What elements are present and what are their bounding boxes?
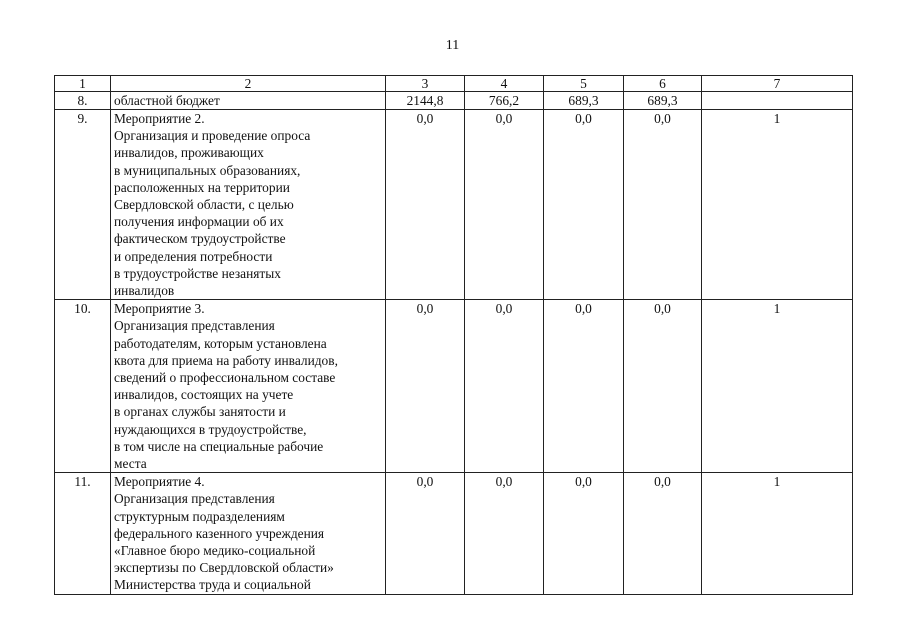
row-number: 8. — [55, 92, 111, 110]
description-line: федерального казенного учреждения — [114, 525, 325, 541]
row-number: 9. — [55, 110, 111, 300]
description-line: инвалидов — [114, 283, 175, 299]
value-col7: 1 — [702, 110, 853, 300]
table-row — [55, 300, 853, 473]
description-line: Свердловской области, с целью — [114, 197, 294, 213]
description-line: структурным подразделениям — [114, 508, 285, 524]
value-col5: 689,3 — [544, 92, 624, 110]
value-col3: 2144,8 — [386, 92, 465, 110]
page-number: 11 — [445, 38, 460, 53]
value-col7: 1 — [702, 473, 853, 594]
value-col6: 0,0 — [624, 473, 702, 594]
description-line: Министерства труда и социальной — [114, 577, 311, 593]
description-line: инвалидов, проживающих — [114, 145, 264, 161]
description-line: Организация представления — [114, 491, 275, 507]
column-number: 3 — [386, 76, 465, 92]
column-number: 4 — [465, 76, 544, 92]
value-col3: 0,0 — [386, 473, 465, 594]
row-description — [111, 300, 386, 473]
description-line: расположенных на территории — [114, 179, 290, 195]
description-line: в муниципальных образованиях, — [114, 162, 301, 178]
description-line: в том числе на специальные рабочие — [114, 438, 324, 454]
value-col6: 689,3 — [624, 92, 702, 110]
description-line: областной бюджет — [114, 93, 220, 108]
description-line: «Главное бюро медико-социальной — [114, 543, 316, 559]
value-col4: 766,2 — [465, 92, 544, 110]
description-line: фактическом трудоустройстве — [114, 231, 286, 247]
column-number: 2 — [111, 76, 386, 92]
description-line: Мероприятие 2. — [114, 111, 205, 126]
description-line: работодателям, которым установлена — [114, 335, 327, 351]
description-line: Мероприятие 4. — [114, 474, 205, 490]
description-line: квота для приема на работу инвалидов, — [114, 352, 338, 368]
column-number: 5 — [544, 76, 624, 92]
description-line: Организация и проведение опроса — [114, 128, 311, 144]
table-row — [55, 92, 853, 110]
description-line: Организация представления — [114, 318, 275, 334]
description-line: в трудоустройстве незанятых — [114, 265, 281, 281]
program-table — [54, 75, 853, 595]
row-description — [111, 110, 386, 300]
value-col3: 0,0 — [386, 300, 465, 473]
value-col6: 0,0 — [624, 110, 702, 300]
column-number: 1 — [55, 76, 111, 92]
value-col5: 0,0 — [544, 110, 624, 300]
description-line: инвалидов, состоящих на учете — [114, 387, 294, 403]
value-col5: 0,0 — [544, 300, 624, 473]
row-number: 11. — [55, 473, 111, 594]
table-row — [55, 473, 853, 594]
value-col4: 0,0 — [465, 110, 544, 300]
description-line: получения информации об их — [114, 214, 284, 230]
description-line: нуждающихся в трудоустройстве, — [114, 421, 307, 437]
column-number-row — [55, 76, 853, 92]
value-col6: 0,0 — [624, 300, 702, 473]
description-line: экспертизы по Свердловской области» — [114, 560, 334, 576]
table-row — [55, 110, 853, 300]
row-description — [111, 92, 386, 110]
value-col4: 0,0 — [465, 300, 544, 473]
description-line: места — [114, 456, 147, 472]
value-col7: 1 — [702, 300, 853, 473]
description-line: Мероприятие 3. — [114, 301, 205, 317]
value-col7 — [702, 92, 853, 110]
description-line: и определения потребности — [114, 248, 273, 264]
value-col3: 0,0 — [386, 110, 465, 300]
value-col4: 0,0 — [465, 473, 544, 594]
description-line: в органах службы занятости и — [114, 404, 286, 420]
value-col5: 0,0 — [544, 473, 624, 594]
description-line: сведений о профессиональном составе — [114, 370, 336, 386]
column-number: 6 — [624, 76, 702, 92]
row-description — [111, 473, 386, 594]
column-number: 7 — [702, 76, 853, 92]
row-number: 10. — [55, 300, 111, 473]
